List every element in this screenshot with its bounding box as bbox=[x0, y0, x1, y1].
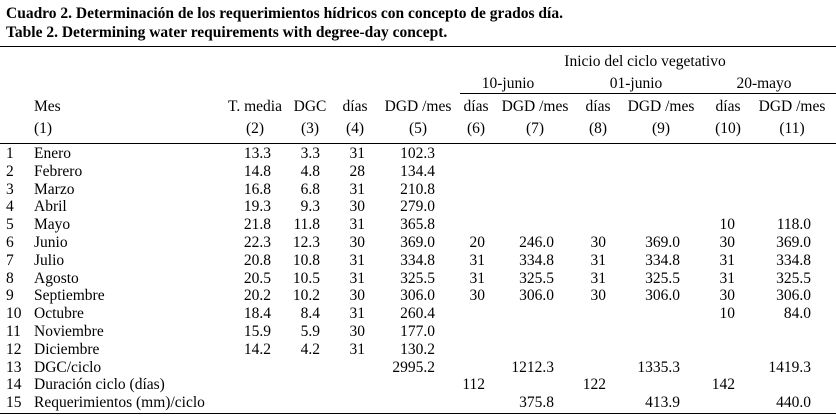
dgd-mes-cell: 210.8 bbox=[400, 181, 435, 198]
column-header-2: T. media bbox=[228, 98, 282, 115]
tmedia-cell: 19.3 bbox=[243, 198, 271, 215]
month-cell: Enero bbox=[34, 145, 72, 162]
dias-cell: 30 bbox=[349, 323, 365, 340]
month-cell: Mayo bbox=[34, 216, 71, 233]
dgd-01jun-cell: 306.0 bbox=[645, 287, 680, 304]
dgd-10jun-cell: 246.0 bbox=[519, 234, 554, 251]
tmedia-cell: 13.3 bbox=[243, 145, 271, 162]
dgc-cell: 4.8 bbox=[300, 163, 320, 180]
dgd-20may-cell: 334.8 bbox=[776, 252, 811, 269]
dias-01jun-cell: 31 bbox=[590, 270, 606, 287]
dias-01jun-cell: 30 bbox=[590, 287, 606, 304]
row-number: 15 bbox=[6, 394, 22, 411]
dias-20may-cell: 10 bbox=[719, 216, 735, 233]
dgd-01jun-cell: 334.8 bbox=[645, 252, 680, 269]
group-header-title: Inicio del ciclo vegetativo bbox=[564, 53, 726, 70]
column-header-9: DGD /mes bbox=[627, 98, 695, 115]
column-number-1: (1) bbox=[34, 120, 53, 137]
dias-10jun-cell: 31 bbox=[469, 252, 485, 269]
tmedia-cell: 14.2 bbox=[243, 341, 271, 358]
dias-01jun-cell: 31 bbox=[590, 252, 606, 269]
month-cell: Agosto bbox=[34, 270, 79, 287]
tmedia-cell: 16.8 bbox=[243, 181, 271, 198]
row-number: 13 bbox=[6, 359, 22, 376]
dgc-cell: 10.8 bbox=[292, 252, 320, 269]
dgc-cell: 3.3 bbox=[300, 145, 320, 162]
dgd-mes-cell: 365.8 bbox=[400, 216, 435, 233]
date-header-3: 20-mayo bbox=[736, 75, 792, 92]
dgd-mes-cell: 260.4 bbox=[400, 305, 435, 322]
dias-20may-cell: 31 bbox=[719, 252, 735, 269]
dgd-20may-cell: 118.0 bbox=[776, 216, 811, 233]
column-header-8: días bbox=[585, 98, 611, 115]
dgc-cell: 4.2 bbox=[300, 341, 320, 358]
column-header-1: Mes bbox=[34, 98, 61, 115]
row-number: 4 bbox=[6, 198, 14, 215]
date-header-2: 01-junio bbox=[609, 75, 663, 92]
dgc-cell: 9.3 bbox=[300, 198, 320, 215]
row-number: 12 bbox=[6, 341, 22, 358]
dias-20may-cell: 142 bbox=[711, 376, 735, 393]
dgd-mes-cell: 369.0 bbox=[400, 234, 435, 251]
dgc-cell: 10.5 bbox=[292, 270, 320, 287]
tmedia-cell: 20.5 bbox=[243, 270, 271, 287]
dgd-mes-cell: 279.0 bbox=[400, 198, 435, 215]
dias-10jun-cell: 31 bbox=[469, 270, 485, 287]
row-number: 8 bbox=[6, 270, 14, 287]
dgd-20may-cell: 306.0 bbox=[776, 287, 811, 304]
caption-spanish: Cuadro 2. Determinación de los requerimientos hídricos con concepto de grados día. bbox=[6, 5, 563, 22]
column-number-4: (4) bbox=[345, 120, 365, 137]
row-number: 5 bbox=[6, 216, 14, 233]
group-header-rule bbox=[460, 93, 836, 94]
dgc-cell: 5.9 bbox=[300, 323, 320, 340]
row-number: 14 bbox=[6, 376, 22, 393]
month-cell: Julio bbox=[34, 252, 65, 269]
month-cell: Abril bbox=[34, 198, 67, 215]
month-cell: Diciembre bbox=[34, 341, 100, 358]
column-number-5: (5) bbox=[408, 120, 428, 137]
column-header-3: DGC bbox=[293, 98, 327, 115]
dgd-mes-cell: 325.5 bbox=[400, 270, 435, 287]
month-cell: Noviembre bbox=[34, 323, 104, 340]
row-number: 6 bbox=[6, 234, 14, 251]
column-header-6: días bbox=[463, 98, 489, 115]
column-number-8: (8) bbox=[588, 120, 608, 137]
dgd-mes-cell: 134.4 bbox=[400, 163, 435, 180]
dias-cell: 31 bbox=[349, 216, 365, 233]
column-number-6: (6) bbox=[466, 120, 486, 137]
month-cell: Septiembre bbox=[34, 287, 105, 304]
dgc-cell: 12.3 bbox=[292, 234, 320, 251]
dgc-cell: 10.2 bbox=[292, 287, 320, 304]
dias-10jun-cell: 112 bbox=[462, 376, 485, 393]
dias-cell: 31 bbox=[349, 252, 365, 269]
dias-cell: 28 bbox=[349, 163, 365, 180]
dgd-20may-cell: 1419.3 bbox=[768, 359, 811, 376]
dgd-mes-cell: 2995.2 bbox=[392, 359, 435, 376]
row-number: 9 bbox=[6, 287, 14, 304]
tmedia-cell: 15.9 bbox=[243, 323, 271, 340]
dias-cell: 31 bbox=[349, 181, 365, 198]
header-bottom-rule bbox=[0, 143, 836, 144]
dias-10jun-cell: 30 bbox=[469, 287, 485, 304]
dias-cell: 31 bbox=[349, 305, 365, 322]
dgd-10jun-cell: 306.0 bbox=[519, 287, 554, 304]
month-cell: Junio bbox=[34, 234, 68, 251]
tmedia-cell: 21.8 bbox=[243, 216, 271, 233]
dgd-20may-cell: 440.0 bbox=[776, 394, 811, 411]
dgd-01jun-cell: 369.0 bbox=[645, 234, 680, 251]
tmedia-cell: 22.3 bbox=[243, 234, 271, 251]
dgd-mes-cell: 102.3 bbox=[400, 145, 435, 162]
tmedia-cell: 20.8 bbox=[243, 252, 271, 269]
dias-cell: 30 bbox=[349, 234, 365, 251]
dgd-01jun-cell: 413.9 bbox=[645, 394, 680, 411]
caption-english: Table 2. Determining water requirements with degree-day concept. bbox=[6, 24, 448, 41]
dgd-01jun-cell: 325.5 bbox=[645, 270, 680, 287]
column-header-5: DGD /mes bbox=[384, 98, 452, 115]
month-cell: Octubre bbox=[34, 305, 84, 322]
column-number-2: (2) bbox=[245, 120, 265, 137]
column-header-7: DGD /mes bbox=[501, 98, 569, 115]
row-number: 2 bbox=[6, 163, 14, 180]
row-number: 7 bbox=[6, 252, 14, 269]
month-cell: Duración ciclo (días) bbox=[34, 376, 165, 393]
dgd-10jun-cell: 375.8 bbox=[519, 394, 554, 411]
dgd-10jun-cell: 325.5 bbox=[519, 270, 554, 287]
row-number: 3 bbox=[6, 181, 14, 198]
table-bottom-rule bbox=[0, 413, 836, 414]
column-header-11: DGD /mes bbox=[758, 98, 826, 115]
dias-cell: 31 bbox=[349, 270, 365, 287]
dgd-20may-cell: 84.0 bbox=[783, 305, 811, 322]
dgc-cell: 6.8 bbox=[300, 181, 320, 198]
column-number-10: (10) bbox=[715, 120, 741, 137]
dias-20may-cell: 30 bbox=[719, 234, 735, 251]
dias-cell: 30 bbox=[349, 198, 365, 215]
date-header-1: 10-junio bbox=[481, 75, 535, 92]
dias-20may-cell: 31 bbox=[719, 270, 735, 287]
dgd-10jun-cell: 1212.3 bbox=[511, 359, 554, 376]
dgd-mes-cell: 177.0 bbox=[400, 323, 435, 340]
dias-01jun-cell: 30 bbox=[590, 234, 606, 251]
row-number: 11 bbox=[6, 323, 21, 340]
tmedia-cell: 20.2 bbox=[243, 287, 271, 304]
row-number: 1 bbox=[6, 145, 14, 162]
dias-20may-cell: 10 bbox=[719, 305, 735, 322]
dgd-20may-cell: 369.0 bbox=[776, 234, 811, 251]
dias-01jun-cell: 122 bbox=[582, 376, 606, 393]
dias-cell: 31 bbox=[349, 145, 365, 162]
tmedia-cell: 18.4 bbox=[243, 305, 271, 322]
table-top-rule bbox=[0, 46, 836, 47]
month-cell: Requerimientos (mm)/ciclo bbox=[34, 394, 205, 411]
dgc-cell: 11.8 bbox=[293, 216, 320, 233]
dias-cell: 30 bbox=[349, 287, 365, 304]
dgd-mes-cell: 306.0 bbox=[400, 287, 435, 304]
dgd-20may-cell: 325.5 bbox=[776, 270, 811, 287]
dias-10jun-cell: 20 bbox=[469, 234, 485, 251]
column-number-3: (3) bbox=[300, 120, 320, 137]
dgd-01jun-cell: 1335.3 bbox=[637, 359, 680, 376]
column-number-11: (11) bbox=[779, 120, 805, 137]
month-cell: DGC/ciclo bbox=[34, 359, 102, 376]
dgc-cell: 8.4 bbox=[300, 305, 320, 322]
column-header-10: días bbox=[715, 98, 741, 115]
month-cell: Febrero bbox=[34, 163, 83, 180]
dgd-mes-cell: 130.2 bbox=[400, 341, 435, 358]
column-number-9: (9) bbox=[651, 120, 671, 137]
dias-cell: 31 bbox=[349, 341, 365, 358]
month-cell: Marzo bbox=[34, 181, 75, 198]
dias-20may-cell: 30 bbox=[719, 287, 735, 304]
column-number-7: (7) bbox=[525, 120, 545, 137]
dgd-mes-cell: 334.8 bbox=[400, 252, 435, 269]
column-header-4: días bbox=[342, 98, 368, 115]
tmedia-cell: 14.8 bbox=[243, 163, 271, 180]
dgd-10jun-cell: 334.8 bbox=[519, 252, 554, 269]
row-number: 10 bbox=[6, 305, 22, 322]
